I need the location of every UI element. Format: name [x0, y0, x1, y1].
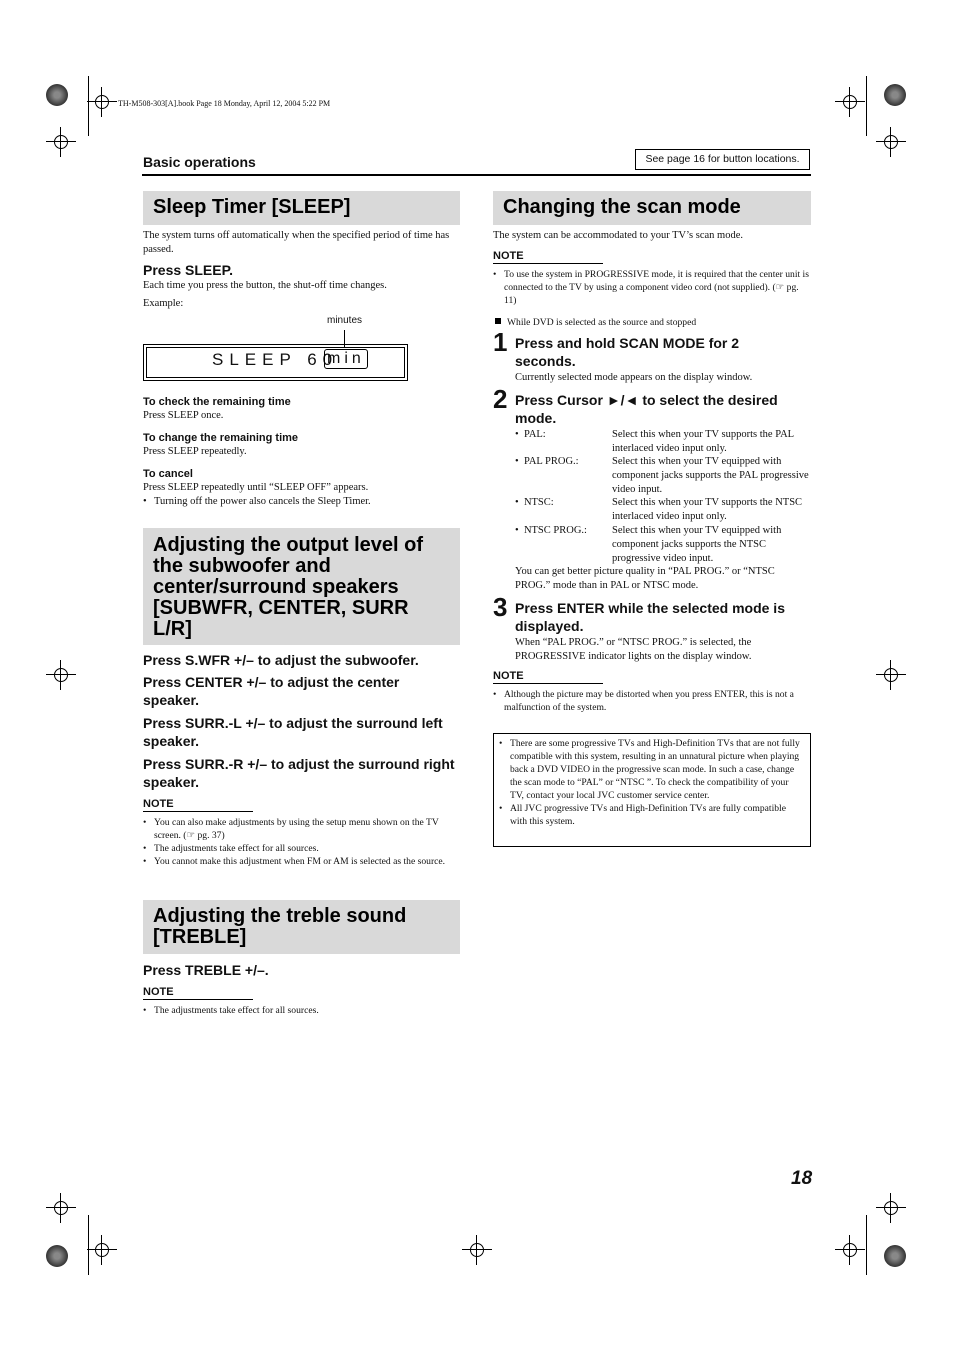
- crop-mark: [87, 87, 117, 117]
- crop-mark: [46, 1193, 76, 1223]
- list-item: • The adjustments take effect for all sources.: [143, 1004, 460, 1017]
- crop-mark: [46, 127, 76, 157]
- list-item: • The adjustments take effect for all sources.: [143, 842, 460, 855]
- compatibility-list: [499, 737, 804, 828]
- output-instruction-3: Press SURR.-L +/– to adjust the surround left speaker.: [143, 715, 443, 749]
- crop-mark: [876, 1193, 906, 1223]
- cancel-text: Press SLEEP repeatedly until “SLEEP OFF” appears.: [143, 482, 369, 493]
- output-instruction-1: Press S.WFR +/– to adjust the subwoofer.: [143, 652, 419, 668]
- output-title: Adjusting the output level of the subwoofer and center/surround speakers [SUBWFR, CENTER, SURR L/R]: [143, 528, 460, 645]
- scan-note2-heading: NOTE: [493, 670, 603, 684]
- scan-notes2: [493, 688, 811, 714]
- treble-note-heading: NOTE: [143, 986, 253, 1000]
- display-window: [143, 344, 408, 381]
- crop-mark: [876, 660, 906, 690]
- list-item: • All JVC progressive TVs and High-Definition TVs are fully compatible with this system.: [499, 802, 804, 828]
- book-info: TH-M508-303[A].book Page 18 Monday, April 12, 2004 5:22 PM: [118, 99, 331, 108]
- mode-name: • NTSC:: [515, 497, 554, 508]
- mode-name: • PAL PROG.:: [515, 456, 579, 467]
- list-item: • There are some progressive TVs and High-Definition TVs that are not fully compatible with this system, resulting in an unnatural picture when playing back a DVD VIDEO in the progressive scan mode. In such a case, change the scan mode to “PAL” or “NTSC ”. To check the compatibility of your TV, contact your local JVC customer service center.: [499, 737, 804, 802]
- scan-intro: The system can be accommodated to your TV’s scan mode.: [493, 230, 743, 241]
- crop-mark: [46, 660, 76, 690]
- change-title: To change the remaining time: [143, 432, 299, 444]
- crop-mark: [835, 87, 865, 117]
- sleep-title: Sleep Timer [SLEEP]: [143, 191, 460, 225]
- list-item: • You cannot make this adjustment when FM or AM is selected as the source.: [143, 855, 460, 868]
- step-number: 1: [493, 327, 508, 357]
- mode-desc: Select this when your TV supports the PAL interlaced video input only.: [612, 429, 794, 454]
- output-note-heading: NOTE: [143, 798, 253, 812]
- mode-desc: Select this when your TV supports the NTSC interlaced video input only.: [612, 497, 803, 522]
- sleep-example: Example:: [143, 298, 184, 309]
- step-desc: When “PAL PROG.” or “NTSC PROG.” is selected, the PROGRESSIVE indicator lights on the display window.: [515, 637, 752, 662]
- cancel-title: To cancel: [143, 468, 193, 480]
- section-header: Basic operations: [143, 154, 256, 170]
- check-title: To check the remaining time: [143, 396, 291, 408]
- mode-desc: Select this when your TV equipped with component jacks supports the NTSC progressive video input.: [612, 525, 782, 564]
- crop-mark: [835, 1235, 865, 1265]
- list-item: • Turning off the power also cancels the Sleep Timer.: [143, 495, 458, 509]
- scan-condition: [495, 316, 696, 329]
- mode-name: • PAL:: [515, 429, 546, 440]
- registration-dot: [884, 1245, 906, 1267]
- display-label-minutes: minutes: [327, 315, 363, 326]
- display-unit: min: [324, 349, 368, 369]
- check-text: Press SLEEP once.: [143, 410, 224, 421]
- compatibility-box: [493, 733, 811, 847]
- step-number: 3: [493, 592, 508, 622]
- change-text: Press SLEEP repeatedly.: [143, 446, 247, 457]
- display-text: SLEEP 60: [212, 350, 339, 369]
- step-desc: Currently selected mode appears on the display window.: [515, 372, 753, 383]
- output-instruction-2: Press CENTER +/– to adjust the center speaker.: [143, 674, 400, 708]
- step-desc: You can get better picture quality in “PAL PROG.” or “NTSC PROG.” mode than in PAL or NTSC mode.: [515, 566, 775, 591]
- scan-notes: [493, 268, 811, 307]
- square-bullet-icon: [495, 318, 501, 324]
- header-rule: [142, 174, 811, 176]
- crop-mark: [876, 127, 906, 157]
- mode-desc: Select this when your TV equipped with component jacks supports the PAL progressive video input.: [612, 456, 809, 495]
- sleep-instruction: Press SLEEP.: [143, 262, 234, 278]
- crop-mark: [462, 1235, 492, 1265]
- step-title: Press Cursor ►/◄ to select the desired mode.: [515, 392, 778, 426]
- scan-title: Changing the scan mode: [493, 191, 811, 225]
- output-notes: [143, 816, 460, 868]
- registration-dot: [46, 1245, 68, 1267]
- list-item: • To use the system in PROGRESSIVE mode, it is required that the center unit is connected to the TV by using a component video cord (not supplied). (☞ pg. 11): [493, 268, 811, 307]
- treble-instruction: Press TREBLE +/–.: [143, 962, 269, 978]
- sleep-intro: The system turns off automatically when the specified period of time has passed.: [143, 230, 450, 255]
- step-number: 2: [493, 384, 508, 414]
- cancel-bullet-list: [143, 495, 458, 509]
- sleep-desc: Each time you press the button, the shut-off time changes.: [143, 280, 387, 291]
- mode-name: • NTSC PROG.:: [515, 525, 587, 536]
- output-instruction-4: Press SURR.-R +/– to adjust the surround right speaker.: [143, 756, 455, 790]
- treble-title: Adjusting the treble sound [TREBLE]: [143, 900, 460, 954]
- treble-notes: [143, 1004, 460, 1017]
- step-title: Press and hold SCAN MODE for 2 seconds.: [515, 335, 740, 369]
- list-item: • You can also make adjustments by using the setup menu shown on the TV screen. (☞ pg. 37): [143, 816, 460, 842]
- step-title: Press ENTER while the selected mode is displayed.: [515, 600, 785, 634]
- registration-dot: [884, 84, 906, 106]
- condition-text: While DVD is selected as the source and stopped: [507, 317, 697, 328]
- list-item: • Although the picture may be distorted when you press ENTER, this is not a malfunction of the system.: [493, 688, 811, 714]
- page-number: 18: [791, 1168, 813, 1189]
- button-location-note: See page 16 for button locations.: [635, 149, 810, 170]
- registration-dot: [46, 84, 68, 106]
- scan-note-heading: NOTE: [493, 250, 603, 264]
- crop-mark: [87, 1235, 117, 1265]
